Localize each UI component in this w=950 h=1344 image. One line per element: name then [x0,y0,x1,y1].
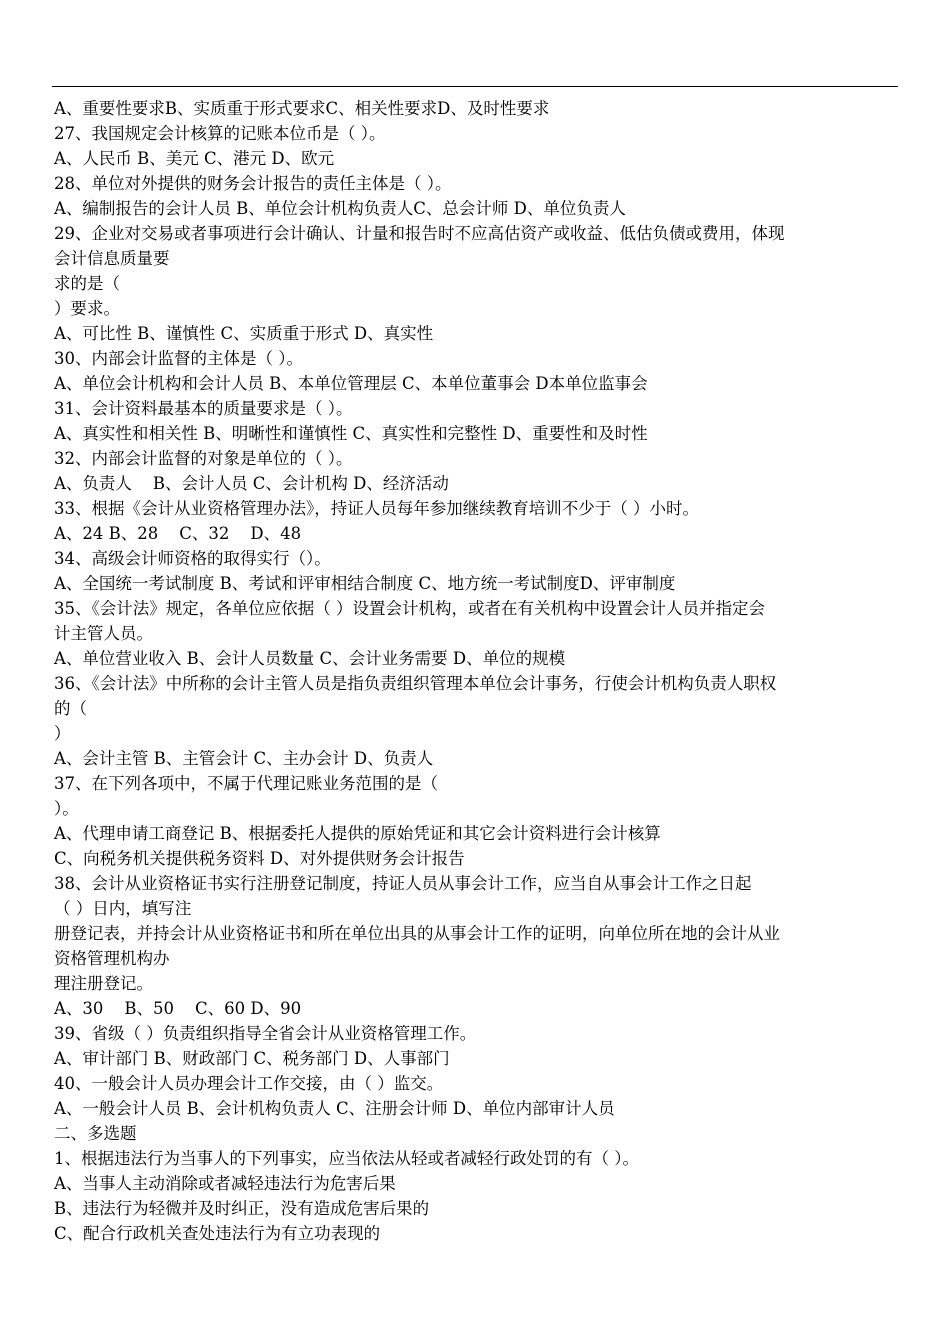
text-line: A、重要性要求B、实质重于形式要求C、相关性要求D、及时性要求 [54,99,550,118]
text-line: A、会计主管 B、主管会计 C、主办会计 D、负责人 [54,749,434,768]
text-line: 1、根据违法行为当事人的下列事实，应当依法从轻或者减轻行政处罚的有（ ）。 [54,1149,639,1168]
text-line: 39、省级（ ）负责组织指导全省会计从业资格管理工作。 [54,1024,477,1043]
text-line: A、单位营业收入 B、会计人员数量 C、会计业务需要 D、单位的规模 [54,649,566,668]
text-line: ）要求。 [54,299,120,318]
text-line: 38、会计从业资格证书实行注册登记制度，持证人员从事会计工作，应当自从事会计工作之日起 [54,874,752,893]
text-line: A、可比性 B、谨慎性 C、实质重于形式 D、真实性 [54,324,434,343]
text-line: A、人民币 B、美元 C、港元 D、欧元 [54,149,335,168]
text-line: 资格管理机构办 [54,949,170,968]
text-line: A、当事人主动消除或者减轻违法行为危害后果 [54,1174,396,1193]
text-line: 的（ [54,699,87,718]
text-line: 36、《会计法》中所称的会计主管人员是指负责组织管理本单位会计事务，行使会计机构负责人职权 [54,674,777,693]
document-body [54,96,900,1246]
text-line: A、24 B、28 C、32 D、48 [54,524,302,543]
text-line: 会计信息质量要 [54,249,170,268]
text-line: A、单位会计机构和会计人员 B、本单位管理层 C、本单位董事会 D本单位监事会 [54,374,648,393]
text-line: 34、高级会计师资格的取得实行（）。 [54,549,331,568]
text-line: B、违法行为轻微并及时纠正，没有造成危害后果的 [54,1199,430,1218]
text-line: ） [54,724,71,743]
text-line: 28、单位对外提供的财务会计报告的责任主体是（ ）。 [54,174,452,193]
text-line: C、向税务机关提供税务资料 D、对外提供财务会计报告 [54,849,465,868]
text-line: 册登记表，并持会计从业资格证书和所在单位出具的从事会计工作的证明，向单位所在地的会计从业 [54,924,780,943]
text-line: C、配合行政机关查处违法行为有立功表现的 [54,1224,381,1243]
text-line: 30、内部会计监督的主体是（ ）。 [54,349,303,368]
text-line: 求的是（ [54,274,120,293]
text-line: 37、在下列各项中，不属于代理记账业务范围的是（ [54,774,438,793]
text-line: 35、《会计法》规定，各单位应依据（ ）设置会计机构，或者在有关机构中设置会计人员并指定会 [54,599,765,618]
text-line: A、真实性和相关性 B、明晰性和谨慎性 C、真实性和完整性 D、重要性和及时性 [54,424,648,443]
text-line: 33、根据《会计从业资格管理办法》，持证人员每年参加继续教育培训不少于（ ）小时。 [54,499,699,518]
text-line: 40、一般会计人员办理会计工作交接，由（ ）监交。 [54,1074,444,1093]
header-rule [52,86,898,87]
text-line: 31、会计资料最基本的质量要求是（ ）。 [54,399,353,418]
text-line: A、一般会计人员 B、会计机构负责人 C、注册会计师 D、单位内部审计人员 [54,1099,615,1118]
section-heading: 二、多选题 [54,1124,137,1143]
text-line: 32、内部会计监督的对象是单位的（ ）。 [54,449,353,468]
text-line: A、编制报告的会计人员 B、单位会计机构负责人C、总会计师 D、单位负责人 [54,199,626,218]
text-line: A、负责人 B、会计人员 C、会计机构 D、经济活动 [54,474,449,493]
text-line: A、30 B、50 C、60 D、90 [54,999,302,1018]
text-line: ）。 [54,799,79,818]
text-line: A、全国统一考试制度 B、考试和评审相结合制度 C、地方统一考试制度D、评审制度 [54,574,676,593]
text-line: A、代理申请工商登记 B、根据委托人提供的原始凭证和其它会计资料进行会计核算 [54,824,661,843]
text-line: （ ）日内，填写注 [54,899,192,918]
text-line: 29、企业对交易或者事项进行会计确认、计量和报告时不应高估资产或收益、低估负债或费用，体现 [54,224,785,243]
text-line: 27、我国规定会计核算的记账本位币是（ ）。 [54,124,386,143]
text-line: A、审计部门 B、财政部门 C、税务部门 D、人事部门 [54,1049,450,1068]
text-line: 理注册登记。 [54,974,153,993]
text-line: 计主管人员。 [54,624,153,643]
